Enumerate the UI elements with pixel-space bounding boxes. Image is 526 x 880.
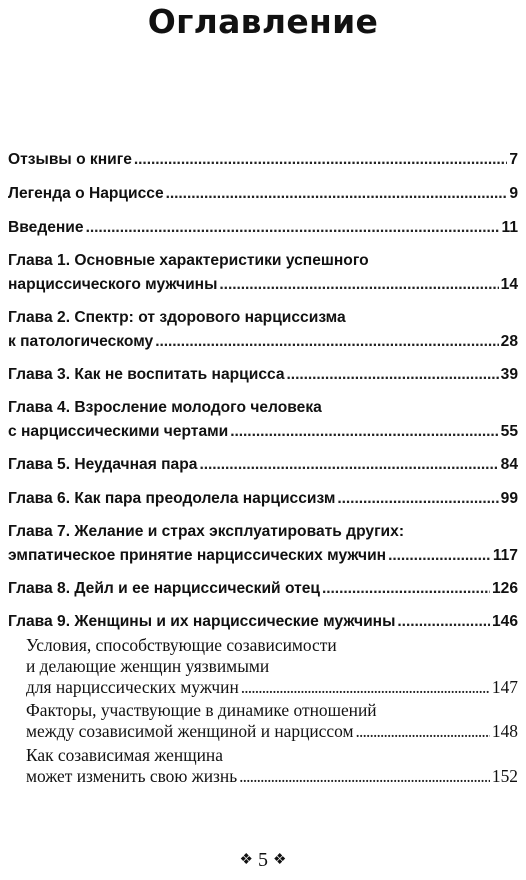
- toc-entry-title: Глава 6. Как пара преодолела нарциссизм: [8, 490, 336, 507]
- toc-entry-line: [8, 216, 518, 240]
- toc-entry-title: Глава 5. Неудачная пара: [8, 456, 198, 473]
- toc-page-number: 148: [491, 721, 518, 742]
- toc-entry[interactable]: [8, 577, 518, 601]
- toc-entry-line: [8, 453, 518, 477]
- toc-entry-title: Отзывы о книге: [8, 151, 132, 168]
- toc-entry-title: Легенда о Нарциссе: [8, 185, 164, 202]
- toc-page-number: 11: [501, 219, 518, 236]
- dot-leader: [397, 610, 490, 634]
- toc-entry-line: [8, 273, 518, 297]
- toc-entry[interactable]: [8, 520, 518, 568]
- toc-subentry-title-continued: может изменить свою жизнь: [26, 765, 238, 786]
- toc-subentry-line: [26, 656, 518, 677]
- toc-entry[interactable]: [8, 182, 518, 206]
- toc-entry-line: [8, 182, 518, 206]
- toc-entry-title: Глава 9. Женщины и их нарциссические мужчины: [8, 613, 396, 630]
- page-footer: [0, 849, 526, 872]
- toc-subentry-title-continued: для нарциссических мужчин: [26, 676, 239, 697]
- toc-entry-title: Глава 8. Дейл и ее нарциссический отец: [8, 580, 321, 597]
- toc-entry[interactable]: [8, 610, 518, 634]
- toc-entry[interactable]: [8, 216, 518, 240]
- toc-subentry-title: Условия, способствующие созависимости: [26, 635, 337, 655]
- page-title: Оглавление: [147, 2, 379, 41]
- toc-entry[interactable]: [8, 306, 518, 354]
- toc-subentry-title-continued: между созависимой женщиной и нарциссом: [26, 721, 354, 742]
- toc-entry-title-continued: эмпатическое принятие нарциссических мужчин: [8, 547, 387, 564]
- toc-entry-line: [8, 520, 518, 544]
- table-of-contents: [8, 148, 518, 787]
- dot-leader: [239, 766, 490, 787]
- toc-subentry[interactable]: [8, 700, 518, 742]
- toc-subentry-title: Как созависимая женщина: [26, 744, 223, 765]
- toc-entry[interactable]: [8, 249, 518, 297]
- toc-page-number: 147: [491, 676, 518, 697]
- toc-entry-line: [8, 420, 518, 444]
- toc-page-number: 84: [500, 456, 518, 473]
- toc-subentry-line: [26, 766, 518, 787]
- toc-entry-title-continued: нарциссического мужчины: [8, 276, 218, 293]
- toc-entry-title: Глава 2. Спектр: от здорового нарциссизма: [8, 309, 346, 326]
- dot-leader: [388, 544, 491, 568]
- toc-entry-line: [8, 487, 518, 511]
- toc-entry-line: [8, 330, 518, 354]
- toc-entry-title: Глава 7. Желание и страх эксплуатировать других:: [8, 523, 405, 540]
- toc-subentry[interactable]: [8, 745, 518, 787]
- dot-leader: [199, 453, 498, 477]
- toc-subentry-line: [26, 635, 518, 656]
- toc-entry-title: Введение: [8, 219, 84, 236]
- dot-leader: [322, 577, 490, 601]
- page-number: 5: [258, 849, 268, 871]
- toc-subentry-line: [26, 745, 518, 766]
- dot-leader: [356, 721, 490, 742]
- dot-leader: [337, 487, 498, 511]
- toc-page-number: 55: [500, 423, 518, 440]
- toc-entry-title: Глава 4. Взросление молодого человека: [8, 399, 322, 416]
- toc-entry[interactable]: [8, 396, 518, 444]
- toc-page-number: 99: [500, 490, 518, 507]
- toc-entry-line: [8, 249, 518, 273]
- ornament-icon: ❖: [239, 852, 253, 868]
- toc-page-number: 117: [492, 547, 518, 564]
- toc-page-number: 14: [500, 276, 518, 293]
- dot-leader: [166, 182, 508, 206]
- toc-entry-line: [8, 610, 518, 634]
- dot-leader: [287, 363, 499, 387]
- toc-entry-line: [8, 396, 518, 420]
- toc-entry-line: [8, 544, 518, 568]
- toc-entry[interactable]: [8, 363, 518, 387]
- dot-leader: [155, 330, 498, 354]
- toc-entry[interactable]: [8, 487, 518, 511]
- toc-entry[interactable]: [8, 453, 518, 477]
- toc-page-number: 146: [491, 613, 518, 630]
- toc-page-number: 28: [500, 333, 518, 350]
- toc-entry-line: [8, 363, 518, 387]
- dot-leader: [134, 148, 507, 172]
- toc-subentry-title-continued: и делающие женщин уязвимыми: [26, 655, 270, 676]
- ornament-icon: ❖: [273, 852, 287, 868]
- toc-entry-title-continued: с нарциссическими чертами: [8, 423, 229, 440]
- dot-leader: [230, 420, 498, 444]
- toc-entry-line: [8, 577, 518, 601]
- toc-subentry-line: [26, 721, 518, 742]
- toc-subentry-title: Факторы, участвующие в динамике отношений: [26, 700, 377, 721]
- toc-page-number: 126: [491, 580, 518, 597]
- toc-entry[interactable]: [8, 148, 518, 172]
- toc-page-number: 7: [509, 151, 518, 168]
- toc-entry-title-continued: к патологическому: [8, 333, 154, 350]
- toc-entry-title: Глава 1. Основные характеристики успешного: [8, 252, 369, 269]
- toc-entry-title: Глава 3. Как не воспитать нарцисса: [8, 366, 285, 383]
- toc-subentry-line: [26, 700, 518, 721]
- toc-page-number: 39: [500, 366, 518, 383]
- dot-leader: [241, 677, 490, 698]
- toc-page-number: 152: [491, 765, 518, 786]
- toc-page-number: 9: [509, 185, 518, 202]
- toc-entry-line: [8, 306, 518, 330]
- dot-leader: [219, 273, 498, 297]
- toc-subentry[interactable]: [8, 635, 518, 697]
- dot-leader: [86, 216, 500, 240]
- toc-subentry-line: [26, 677, 518, 698]
- toc-entry-line: [8, 148, 518, 172]
